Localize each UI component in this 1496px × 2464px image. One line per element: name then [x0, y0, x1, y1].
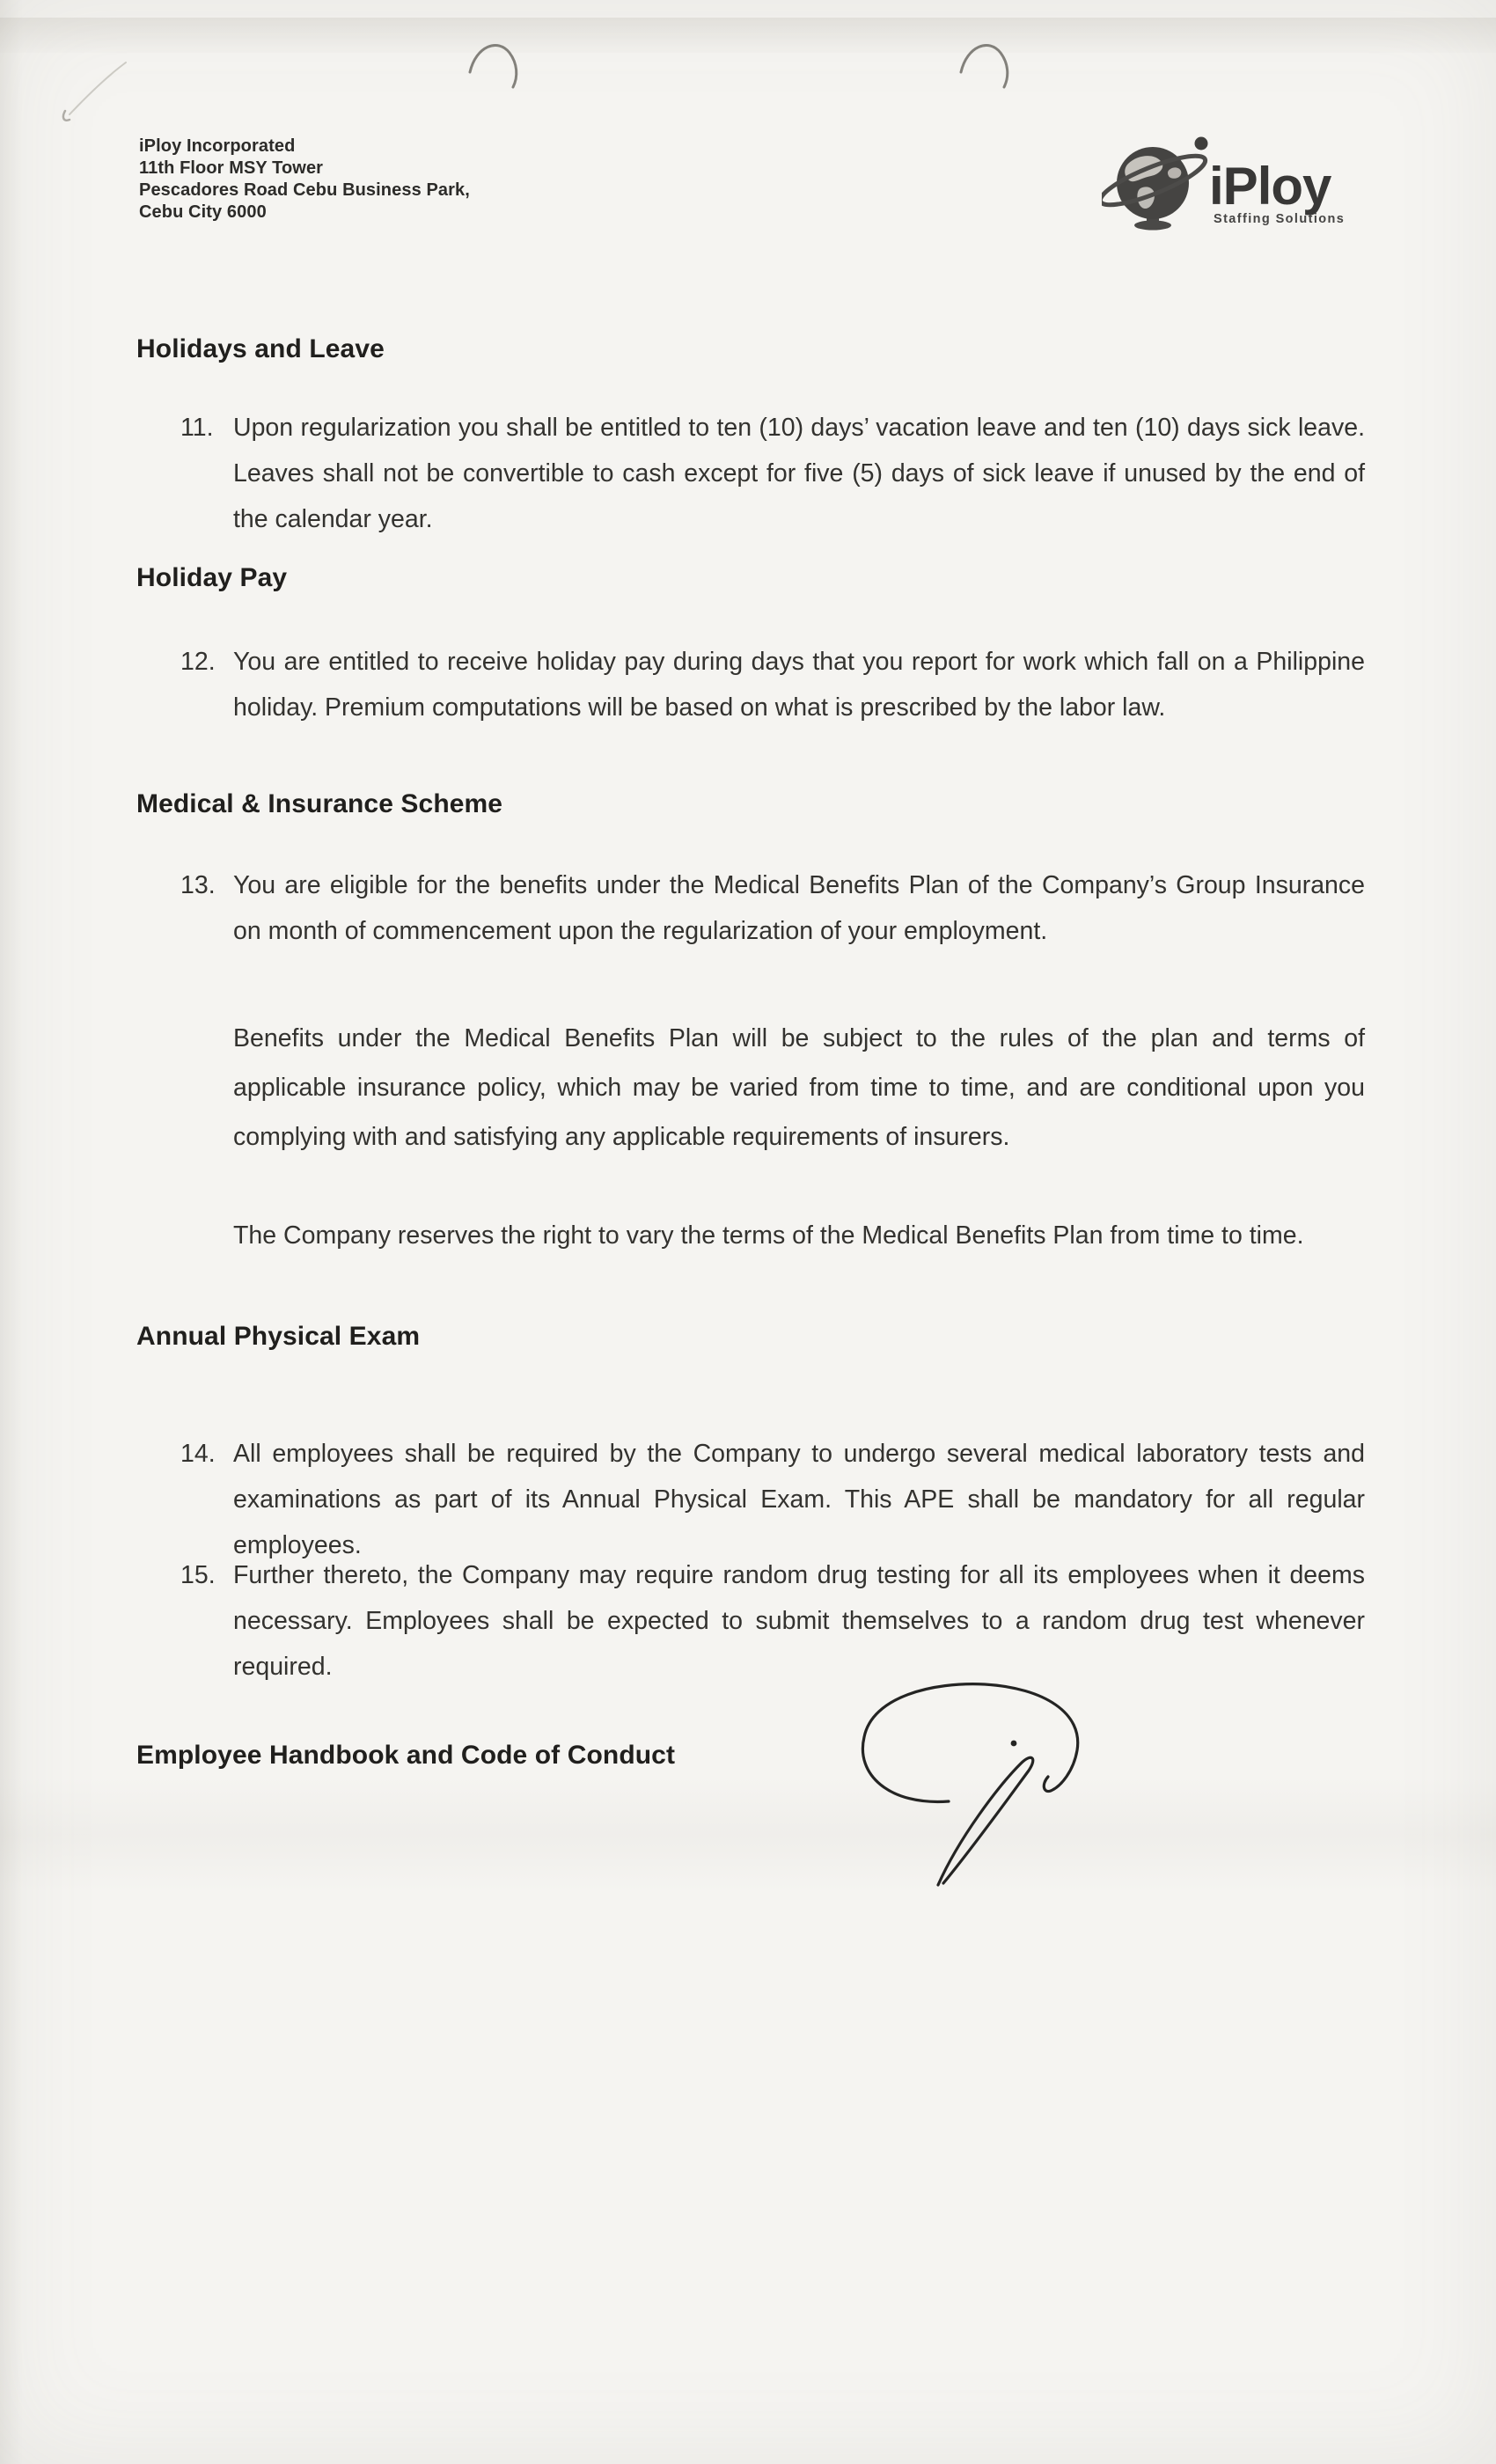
clause-number: 15.: [180, 1561, 216, 1589]
clause-number: 12.: [180, 648, 216, 676]
address-line: iPloy Incorporated: [139, 136, 296, 156]
clause-13: [180, 862, 1365, 954]
logo-tagline-text: Staffing Solutions: [1214, 212, 1346, 226]
scan-artifact-tick: [63, 111, 70, 121]
heading-medical-insurance-scheme: Medical & Insurance Scheme: [136, 789, 503, 818]
company-address-block: [139, 136, 470, 224]
scan-artifact-arc-right: [961, 45, 1008, 87]
signature-pen-dot: [1011, 1741, 1017, 1747]
clause-text: Further thereto, the Company may require random drug testing for all its employees when it deems necessary. Employees shall be expected to submit themselves to a random drug test whenever required.: [233, 1561, 1365, 1681]
clause-number: 14.: [180, 1440, 216, 1468]
paragraph-company-reserves-right: The Company reserves the right to vary the terms of the Medical Benefits Plan from time to time.: [233, 1221, 1304, 1250]
clause-11: [180, 405, 1365, 542]
heading-holidays-and-leave: Holidays and Leave: [136, 334, 385, 363]
company-logo: [1102, 130, 1383, 234]
clause-12: [180, 639, 1365, 730]
clause-text: You are eligible for the benefits under the Medical Benefits Plan of the Company’s Group Insurance on month of commencement upon the regularization of your employment.: [233, 871, 1365, 945]
scan-artifact-arc-left: [470, 45, 517, 87]
clause-text: You are entitled to receive holiday pay during days that you report for work which fall on a Philippine holiday. Premium computations will be based on what is prescribed by the labor law.: [233, 648, 1365, 722]
paragraph-medical-benefits-rules: Benefits under the Medical Benefits Plan will be subject to the rules of the plan and terms of applicable insurance policy, which may be varied from time to time, and are conditional upon you complying with and satisfying any applicable requirements of insurers.: [233, 1024, 1365, 1151]
address-line: 11th Floor MSY Tower: [139, 158, 324, 178]
signature: [827, 1663, 1126, 1927]
address-line: Cebu City 6000: [139, 202, 267, 222]
clause-text: Upon regularization you shall be entitled to ten (10) days’ vacation leave and ten (10) days sick leave. Leaves shall not be convertible to cash except for five (5) days of sick leave if unused by the end of the calendar year.: [233, 414, 1365, 533]
clause-14: [180, 1431, 1365, 1568]
globe-icon: [1102, 137, 1210, 231]
address-line: Pescadores Road Cebu Business Park,: [139, 180, 470, 200]
heading-employee-handbook: Employee Handbook and Code of Conduct: [136, 1741, 676, 1770]
heading-holiday-pay: Holiday Pay: [136, 563, 288, 592]
clause-text: All employees shall be required by the Company to undergo several medical laboratory tests and examinations as part of its Annual Physical Exam. This APE shall be mandatory for all regular employees.: [233, 1440, 1365, 1559]
signature-oval-stroke: [862, 1684, 1077, 1802]
clause-number: 13.: [180, 871, 216, 899]
logo-brand-text: iPloy: [1209, 157, 1331, 216]
signature-flourish-stroke: [938, 1757, 1033, 1885]
clause-15: [180, 1552, 1365, 1690]
clause-number: 11.: [180, 414, 214, 442]
scan-artifact-scratch: [70, 62, 126, 114]
heading-annual-physical-exam: Annual Physical Exam: [136, 1322, 421, 1351]
